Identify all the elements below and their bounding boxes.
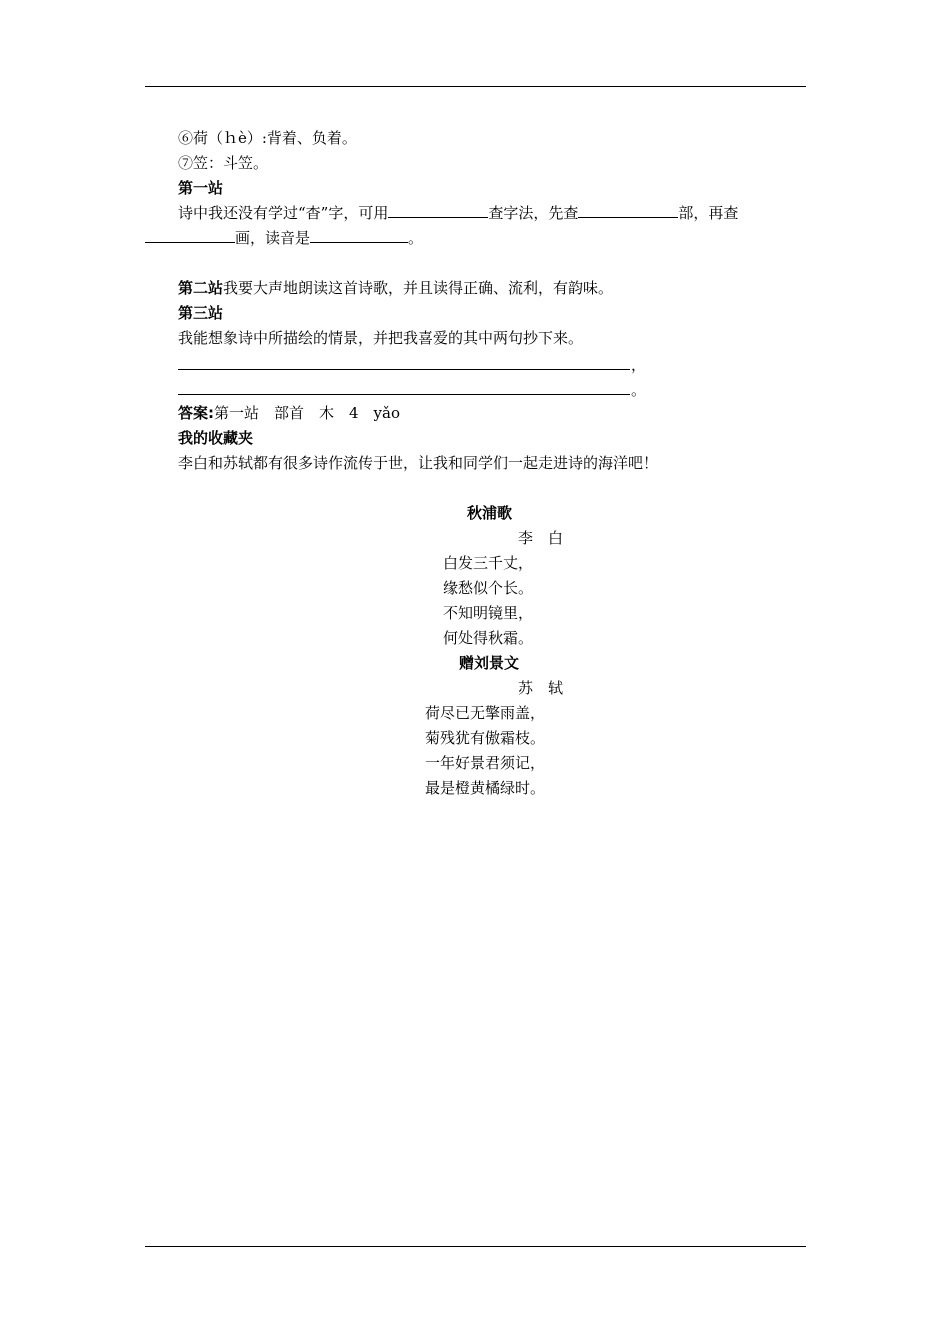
copy-line-1[interactable] (178, 369, 630, 370)
poem-2-line-1: 荷尽已无擎雨盖， (425, 704, 546, 722)
answer (178, 403, 400, 423)
header-rule (145, 86, 806, 87)
station-1-text (178, 203, 738, 223)
collection-intro: 李白和苏轼都有很多诗作流传于世，让我和同学们一起走进诗的海洋吧！ (178, 454, 659, 472)
footer-rule (145, 1246, 806, 1247)
station-2 (178, 278, 613, 298)
poem-2-line-3: 一年好景君须记， (425, 754, 546, 772)
station-1-text-c: 部，再查 (678, 204, 739, 222)
blank-strokes[interactable] (145, 228, 235, 243)
station-1-text-a: 诗中我还没有学过“杳”字，可用 (178, 204, 389, 222)
poem-1-line-4: 何处得秋霜。 (443, 629, 534, 647)
poem-2-title: 赠刘景文 (459, 654, 520, 672)
copy-line-1-end: ， (631, 356, 647, 374)
answer-text: 第一站 部首 木 4 yǎo (214, 404, 400, 422)
station-1-text-d: 画，读音是 (235, 229, 311, 247)
station-3-text: 我能想象诗中所描绘的情景，并把我喜爱的其中两句抄下来。 (178, 329, 584, 347)
note-6: ⑥荷（ｈè）:背着、负着。 (178, 129, 357, 147)
station-1-text-cont (145, 228, 423, 248)
poem-2-line-2: 菊残犹有傲霜枝。 (425, 729, 546, 747)
note-7: ⑦笠：斗笠。 (178, 154, 269, 172)
answer-label: 答案: (178, 404, 214, 422)
blank-method[interactable] (388, 203, 488, 218)
blank-radical[interactable] (578, 203, 678, 218)
poem-2-author: 苏 轼 (518, 679, 564, 697)
poem-1-line-2: 缘愁似个长。 (443, 579, 534, 597)
collection-title: 我的收藏夹 (178, 429, 254, 447)
blank-pronunciation[interactable] (310, 228, 408, 243)
station-1-text-b: 查字法，先查 (488, 204, 579, 222)
poem-1-line-1: 白发三千丈， (443, 554, 534, 572)
poem-2-line-4: 最是橙黄橘绿时。 (425, 779, 546, 797)
station-3-title: 第三站 (178, 304, 224, 322)
poem-1-title: 秋浦歌 (467, 504, 513, 522)
station-2-title: 第二站 (178, 279, 224, 297)
copy-line-2[interactable] (178, 394, 630, 395)
station-1-text-e: 。 (408, 229, 424, 247)
station-2-text: 我要大声地朗读这首诗歌，并且读得正确、流利，有韵味。 (223, 279, 614, 297)
station-1-title: 第一站 (178, 179, 224, 197)
poem-1-author: 李 白 (518, 529, 564, 547)
copy-line-2-end: 。 (631, 381, 647, 399)
poem-1-line-3: 不知明镜里， (443, 604, 534, 622)
